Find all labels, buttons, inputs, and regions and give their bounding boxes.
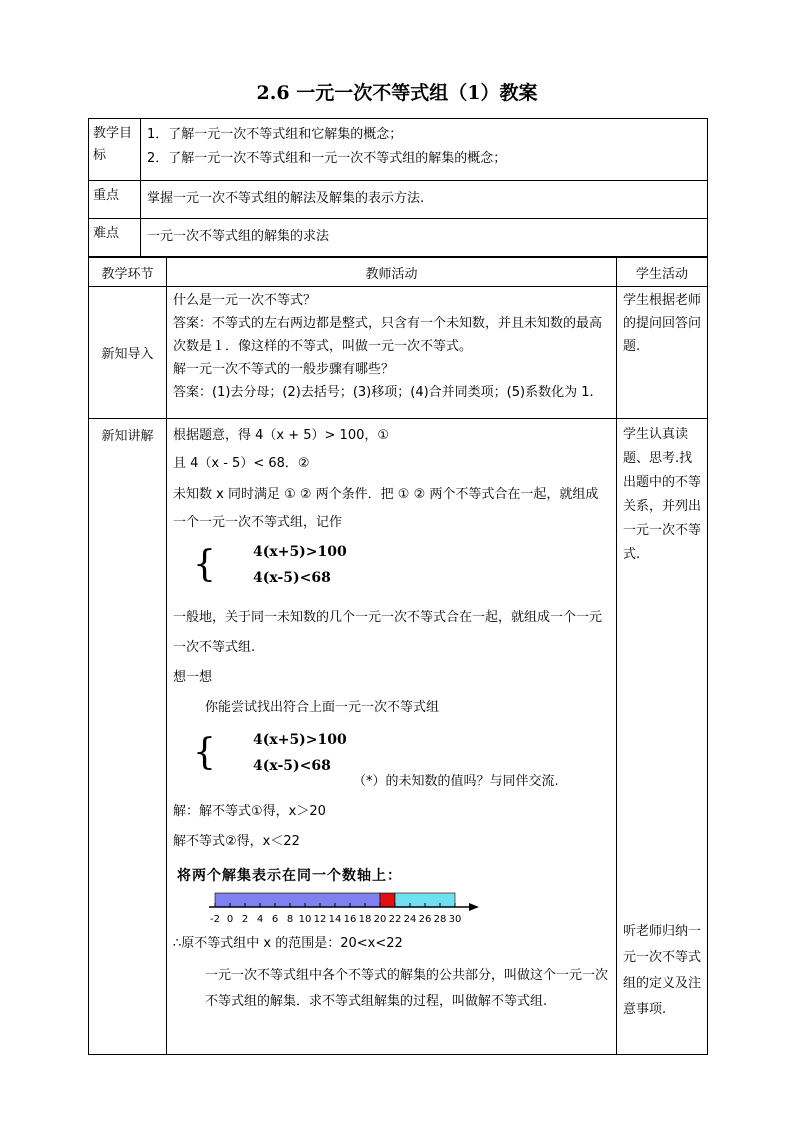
tick-label: 28 xyxy=(433,914,447,925)
tick-label: -2 xyxy=(210,914,220,925)
tick-label: 16 xyxy=(343,914,357,925)
equation-2: 4(x-5)<68 xyxy=(253,570,331,586)
lesson-student-1: 学生认真读题、思考.找出题中的不等关系，并列出一元一次不等式. xyxy=(623,427,702,562)
key-point-text: 掌握一元一次不等式组的解法及解集的表示方法. xyxy=(141,181,708,219)
number-line-caption: 将两个解集表示在同一个数轴上： xyxy=(177,868,402,884)
objective-line-2: 2．了解一元一次不等式组和一元一次不等式组的解集的概念； xyxy=(147,151,507,166)
label-objectives: 教学目标 xyxy=(89,119,141,181)
lesson-line-10: ∴原不等式组中 x 的范围是：20<x<22 xyxy=(173,936,403,951)
objective-line-1: 1．了解一元一次不等式组和它解集的概念； xyxy=(147,127,403,142)
label-difficulty: 难点 xyxy=(89,219,141,257)
label-key-point: 重点 xyxy=(89,181,141,219)
intro-line-2: 答案：不等式的左右两边都是整式，只含有一个未知数，并且未知数的最高次数是１．像这样的不等式，叫做一元一次不等式。 xyxy=(173,316,603,354)
lesson-line-6: 你能尝试找出符合上面一元一次不等式组 xyxy=(205,700,440,715)
objectives-table xyxy=(88,118,708,257)
tick-label: 30 xyxy=(448,914,462,925)
tick-label: 22 xyxy=(388,914,402,925)
tick-label: 4 xyxy=(256,914,264,925)
equation-3: 4(x+5)>100 xyxy=(253,732,347,748)
brace-icon: { xyxy=(193,732,216,773)
equation-4: 4(x-5)<68 xyxy=(253,758,331,774)
lesson-line-8: 解：解不等式①得，x＞20 xyxy=(173,804,326,819)
intro-line-3: 解一元一次不等式的一般步骤有哪些？ xyxy=(173,362,395,377)
tick-label: 24 xyxy=(403,914,417,925)
lesson-line-3: 未知数 x 同时满足 ① ② 两个条件．把 ① ② 两个不等式合在一起，就组成一个一元一次不等式组，记作 xyxy=(173,487,599,530)
stage-intro: 新知导入 xyxy=(89,287,167,419)
tick-label: 0 xyxy=(226,914,234,925)
activities-table xyxy=(88,257,708,1055)
lesson-line-4: 一般地，关于同一未知数的几个一元一次不等式合在一起，就组成一个一元一次不等式组. xyxy=(173,610,603,655)
intro-student: 学生根据老师的提问回答问题. xyxy=(617,287,708,419)
tick-label: 14 xyxy=(328,914,342,925)
stage-lesson: 新知讲解 xyxy=(89,419,167,1055)
tick-label: 18 xyxy=(358,914,372,925)
inequality-system-2 xyxy=(173,725,610,793)
tick-label: 26 xyxy=(418,914,432,925)
brace-icon: { xyxy=(193,544,216,585)
lesson-line-2: 且 4（x - 5）< 68．② xyxy=(173,456,310,471)
tick-label: 10 xyxy=(298,914,312,925)
equation-1: 4(x+5)>100 xyxy=(253,544,347,560)
header-teacher: 教师活动 xyxy=(167,258,617,287)
inequality-system-1 xyxy=(173,537,610,597)
page-title: 2.6 一元一次不等式组（1）教案 xyxy=(256,82,538,104)
lesson-line-9: 解不等式②得，x＜22 xyxy=(173,834,300,849)
range-overlap xyxy=(380,893,395,907)
lesson-line-1: 根据题意，得 4（x + 5）> 100，① xyxy=(173,428,390,443)
tick-label: 8 xyxy=(286,914,294,925)
lesson-student-2: 听老师归纳一元一次不等式组的定义及注意事项. xyxy=(623,924,702,1017)
tick-label: 6 xyxy=(271,914,279,925)
difficulty-text: 一元一次不等式组的解集的求法 xyxy=(141,219,708,257)
lesson-line-7: （*）的未知数的值吗？与同伴交流. xyxy=(353,774,559,789)
lesson-line-11: 一元一次不等式组中各个不等式的解集的公共部分，叫做这个一元一次不等式组的解集．求不等式组解集的过程，叫做解不等式组. xyxy=(205,968,609,1009)
header-stage: 教学环节 xyxy=(89,258,167,287)
range-x-gt-20 xyxy=(215,893,380,907)
axis-arrow-icon xyxy=(469,903,479,911)
header-student: 学生活动 xyxy=(617,258,708,287)
intro-line-4: 答案：(1)去分母；(2)去括号；(3)移项；(4)合并同类项；(5)系数化为 1. xyxy=(173,385,594,400)
number-line xyxy=(173,889,503,931)
tick-label: 20 xyxy=(373,914,387,925)
lesson-line-5: 想一想 xyxy=(173,670,213,685)
tick-label: 12 xyxy=(313,914,327,925)
tick-label: 2 xyxy=(241,914,249,925)
intro-line-1: 什么是一元一次不等式？ xyxy=(173,293,317,308)
